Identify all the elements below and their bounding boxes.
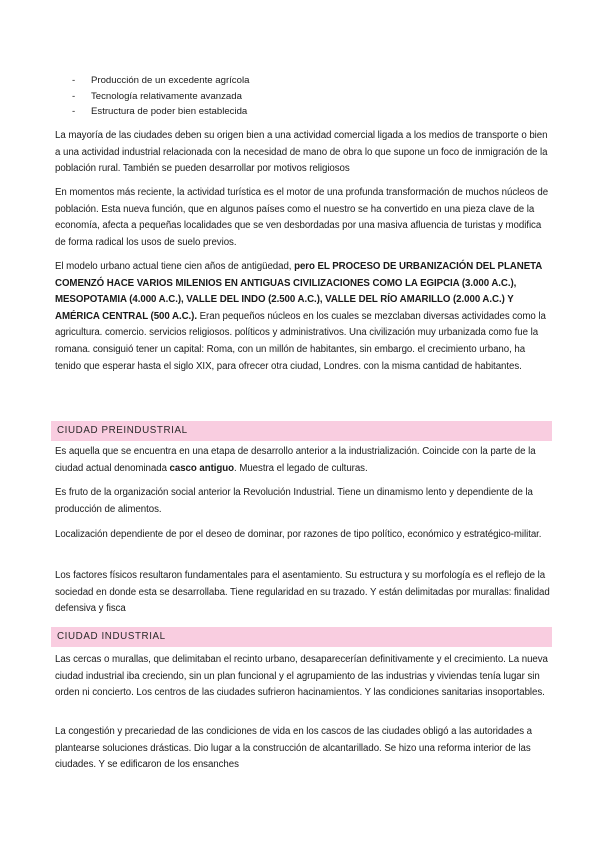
- paragraph-preindustrial-factors: Los factores físicos resultaron fundamentales para el asentamiento. Su estructura y su morfología es el reflejo de la sociedad en donde esta se desarrollaba. Tiene regularidad en su trazado. Y están delimitadas por murallas: finalidad defensiva y fisca: [55, 570, 550, 615]
- paragraph-urban-model: [55, 259, 553, 375]
- list-item: [72, 73, 552, 89]
- paragraph-city-origin: La mayoría de las ciudades deben su origen bien a una actividad comercial ligada a los medios de transporte o bien a una actividad industrial relacionada con la necesidad de mano de obra lo que supone un foco de inmigración de la población rural. También se pueden desarrollar por motivos religiosos: [55, 130, 548, 175]
- list-item-text: Estructura de poder bien establecida: [91, 106, 248, 118]
- bullet-marker: -: [72, 106, 76, 118]
- requirements-list: [72, 73, 552, 120]
- paragraph-text: Es aquella que se encuentra en una etapa de desarrollo anterior a la industrialización. Coincide con la parte de la ciudad actual denominada: [55, 446, 536, 474]
- bullet-marker: -: [72, 90, 76, 102]
- list-item: [72, 89, 552, 105]
- paragraph-preindustrial-definition: [55, 444, 553, 477]
- section-title: CIUDAD INDUSTRIAL: [57, 631, 166, 642]
- paragraph-industrial-reform: La congestión y precariedad de las condiciones de vida en los cascos de las ciudades obligó a las autoridades a plantearse soluciones drásticas. Dio lugar a la construcción de alcantarillado. Se hizo una reforma interior de las ciudades. Y se edificaron de los ensanches: [55, 726, 532, 771]
- paragraph-preindustrial-location: Localización dependiente de por el deseo de dominar, por razones de tipo político, económico y estratégico-militar.: [55, 529, 542, 540]
- section-title: CIUDAD PREINDUSTRIAL: [57, 425, 188, 436]
- section-header-industrial: [51, 627, 552, 647]
- list-item: [72, 104, 552, 120]
- list-item-text: Producción de un excedente agrícola: [91, 75, 250, 86]
- bullet-marker: -: [72, 75, 76, 86]
- list-item-text: Tecnología relativamente avanzada: [91, 90, 242, 102]
- paragraph-tourism: En momentos más reciente, la actividad turística es el motor de una profunda transformación de muchos núcleos de población. Esta nueva función, que en algunos países como el nuestro se ha convertido en una pieza clave de la economía, afecta a pequeñas localidades que se ven desbordadas por una masiva afluencia de turistas y modifica de forma radical los usos de suelo previos.: [55, 187, 549, 248]
- paragraph-text: . Muestra el legado de culturas.: [234, 462, 368, 474]
- paragraph-rest: Eran pequeños núcleos en los cuales se mezclaban diversas actividades como la agricultura. comercio. servicios religiosos. políticos y administrativos. Una civilización muy urbanizada como fue la romana. consiguió tener un capital: Roma, con un millón de habitantes, sin embargo. el crecimiento urbano, ha tenido que esperar hasta el siglo XIX, para ofrecer otra ciudad, Londres. con la misma cantidad de habitantes.: [55, 310, 546, 372]
- paragraph-bold-term: casco antiguo: [169, 462, 235, 474]
- paragraph-industrial-growth: Las cercas o murallas, que delimitaban el recinto urbano, desaparecerían definitivamente y el crecimiento. La nueva ciudad industrial iba creciendo, sin un plan funcional y el agrupamiento de las industrias y viviendas tenía lugar sin orden ni concierto. Los centros de las ciudades sufrieron hacinamientos. Y las condiciones sanitarias insoportables.: [55, 654, 548, 699]
- section-header-preindustrial: [51, 421, 552, 441]
- paragraph-bold-history: pero EL PROCESO DE URBANIZACIÓN DEL PLANETA COMENZÓ HACE VARIOS MILENIOS EN ANTIGUAS CIVILIZACIONES COMO LA EGIPCIA (3.000 A.C.), MESOPOTAMIA (4.000 A.C.), VALLE DEL INDO (2.500 A.C.), VALLE DEL RÍO AMARILLO (2.000 A.C.) Y AMÉRICA CENTRAL (500 A.C.).: [55, 261, 542, 322]
- paragraph-intro: El modelo urbano actual tiene cien años de antigüedad,: [55, 261, 295, 272]
- paragraph-preindustrial-organization: Es fruto de la organización social anterior la Revolución Industrial. Tiene un dinamismo lento y dependiente de la producción de alimentos.: [55, 487, 533, 515]
